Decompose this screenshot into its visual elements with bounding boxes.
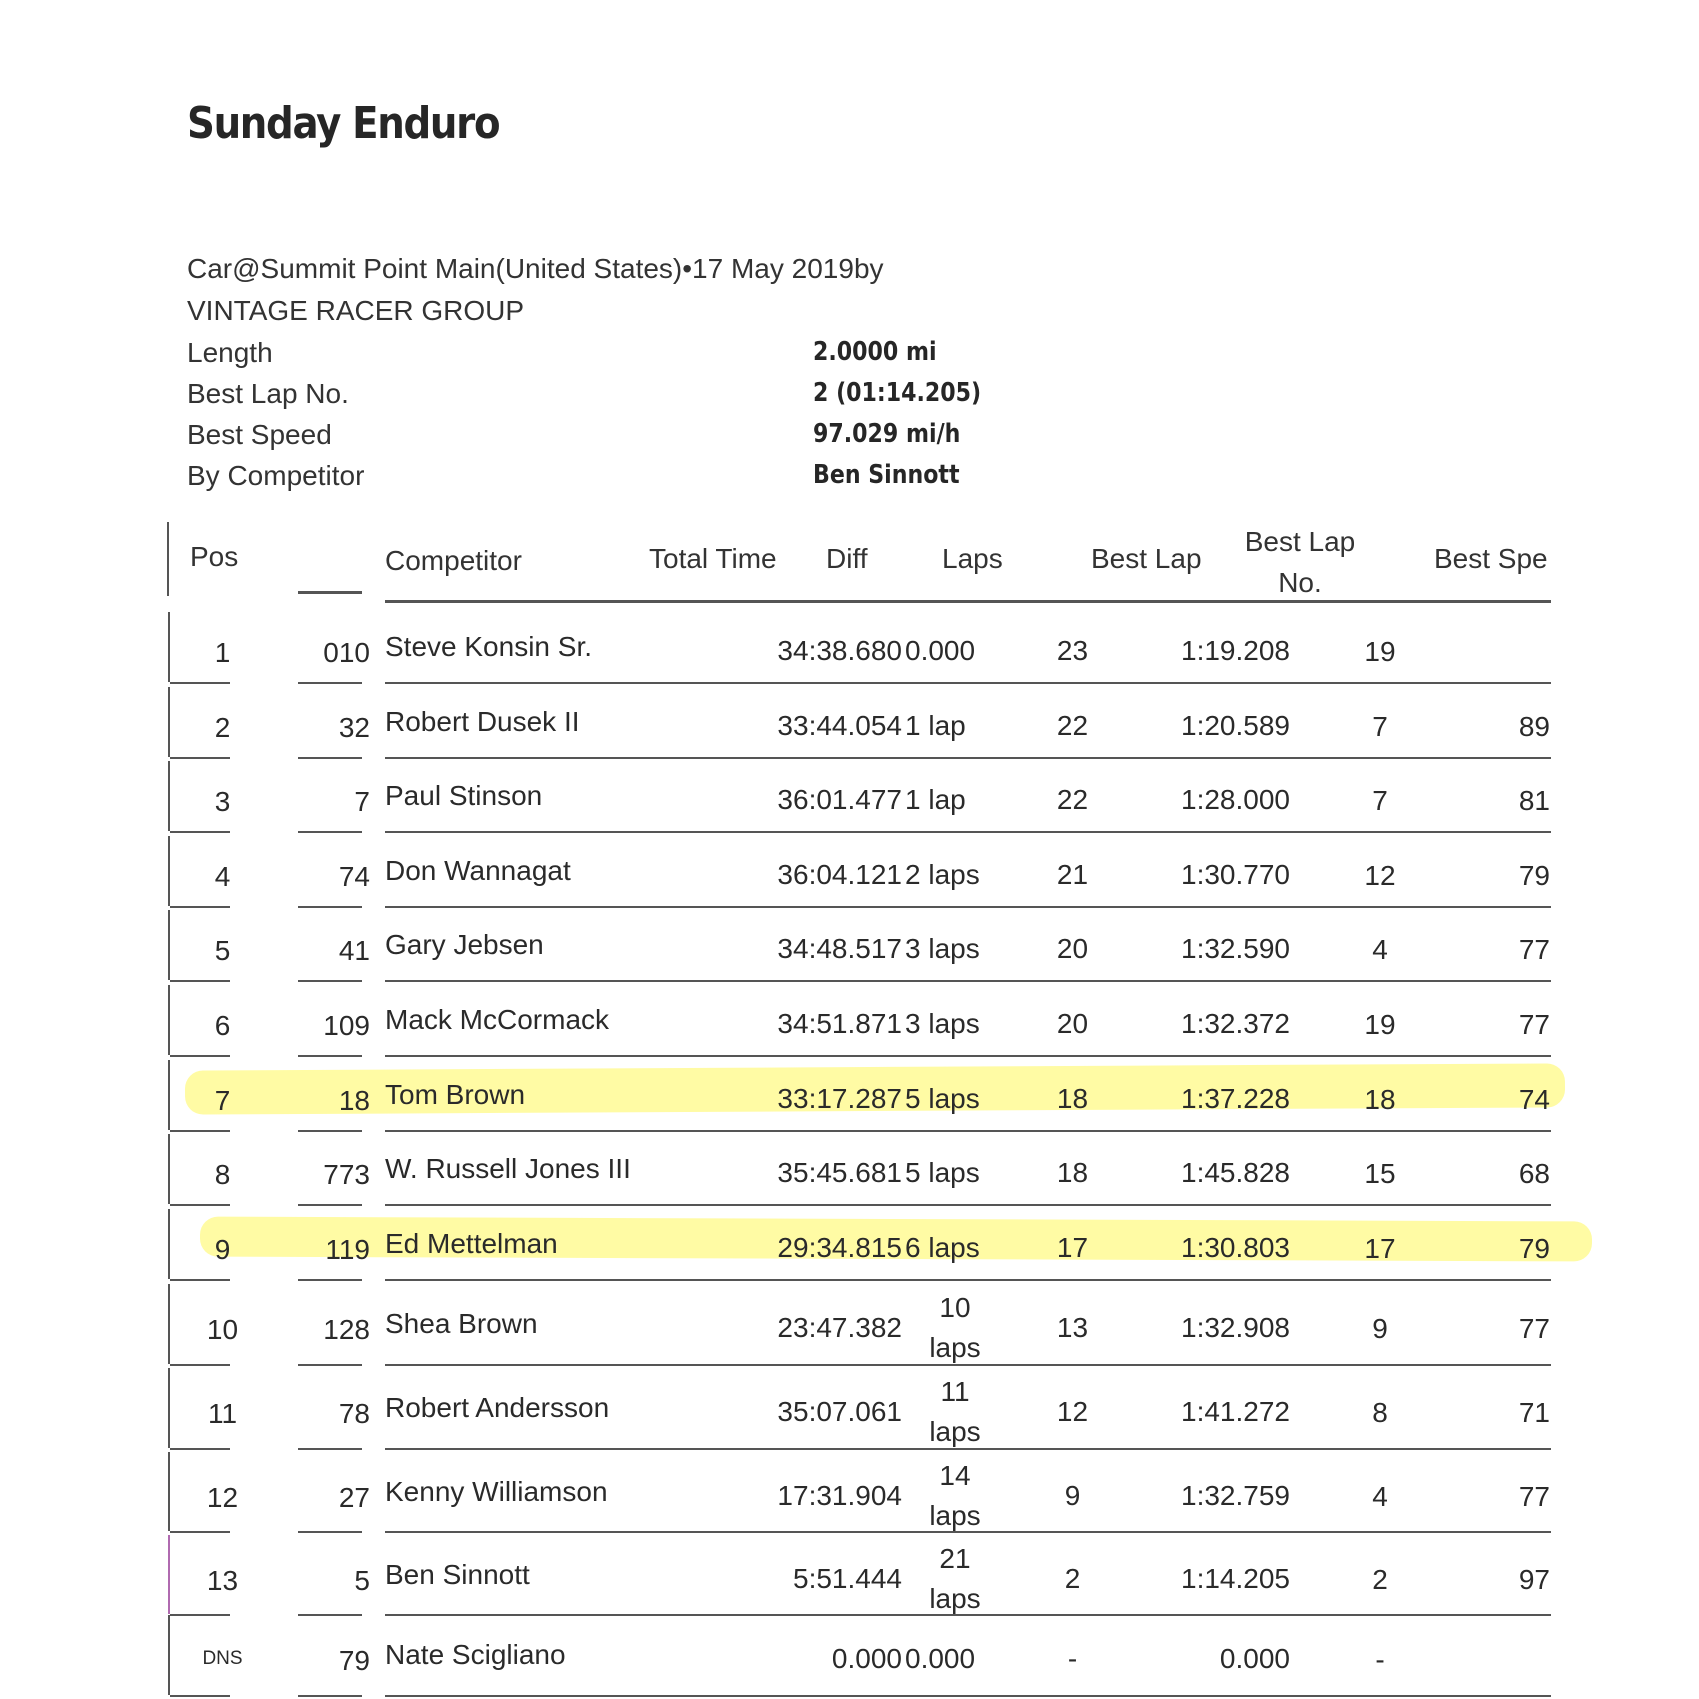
row-rule-main: [385, 682, 1551, 684]
row-left-bar: [168, 836, 170, 906]
table-row: [0, 612, 1699, 686]
cell-best-speed: 77: [1518, 1313, 1550, 1344]
cell-laps: 18: [1056, 1157, 1089, 1188]
cell-best-lap-no: 18: [1364, 1084, 1396, 1115]
row-left-bar: [168, 1615, 170, 1695]
cell-best-speed: 81: [1518, 785, 1550, 816]
cell-best-speed: 79: [1518, 860, 1550, 891]
cell-best-speed: 77: [1518, 1009, 1550, 1040]
cell-competitor: Don Wannagat: [385, 855, 571, 886]
cell-laps: 22: [1056, 784, 1089, 815]
row-rule-pos: [170, 1448, 230, 1450]
cell-laps: 2: [1064, 1563, 1081, 1594]
row-rule-main: [385, 757, 1551, 759]
header-rule: [385, 600, 1551, 603]
table-row: [0, 985, 1699, 1059]
cell-laps: -: [1067, 1643, 1078, 1674]
table-row: [0, 910, 1699, 984]
event-line-1: Car@Summit Point Main(United States)•17 May 2019by: [187, 253, 884, 284]
cell-laps: 23: [1056, 635, 1089, 666]
info-value-by-competitor: Ben Sinnott: [813, 460, 960, 490]
cell-best-lap-no: 19: [1364, 636, 1396, 667]
col-header-num-rule: [298, 591, 362, 594]
cell-laps: 17: [1056, 1232, 1089, 1263]
cell-best-lap-no: 4: [1372, 1481, 1388, 1512]
row-rule-pos: [170, 1204, 230, 1206]
col-header-best-lap: Best Lap: [1091, 543, 1202, 574]
cell-diff: 5 laps: [905, 1157, 980, 1188]
table-row: [0, 836, 1699, 910]
cell-pos: 6: [214, 1010, 231, 1041]
row-left-bar: [168, 1134, 170, 1204]
cell-total-time: 34:48.517: [777, 933, 902, 964]
col-header-total-time: Total Time: [649, 543, 777, 574]
info-value-best-lap-no: 2 (01:14.205): [813, 378, 982, 408]
table-row: [0, 1134, 1699, 1208]
cell-best-lap-no: 19: [1364, 1009, 1396, 1040]
cell-car-number: 79: [338, 1645, 370, 1676]
col-header-best-speed: Best Spe: [1434, 543, 1548, 574]
event-line-2: VINTAGE RACER GROUP: [187, 295, 525, 326]
cell-best-lap-no: -: [1375, 1644, 1385, 1675]
row-rule-main: [385, 1279, 1551, 1281]
row-rule-main: [385, 1695, 1551, 1697]
cell-best-speed: 71: [1518, 1397, 1550, 1428]
cell-total-time: 36:01.477: [777, 784, 902, 815]
cell-car-number: 27: [338, 1482, 370, 1513]
cell-best-lap-no: 8: [1372, 1397, 1388, 1428]
cell-best-lap: 1:45.828: [1181, 1157, 1290, 1188]
cell-best-speed: 79: [1518, 1233, 1550, 1264]
row-left-bar: [168, 687, 170, 757]
cell-total-time: 34:51.871: [777, 1008, 902, 1039]
col-header-best-lap-no: Best Lap No.: [1244, 526, 1356, 598]
cell-best-lap-no: 2: [1372, 1564, 1388, 1595]
cell-best-lap: 0.000: [1219, 1643, 1290, 1674]
row-rule-pos: [170, 1130, 230, 1132]
cell-competitor: Ed Mettelman: [385, 1228, 558, 1259]
cell-best-lap-no: 7: [1372, 785, 1388, 816]
table-row: [0, 1368, 1699, 1452]
cell-competitor: Tom Brown: [385, 1079, 526, 1110]
row-rule-number: [298, 1204, 362, 1206]
cell-competitor: Paul Stinson: [385, 780, 543, 811]
cell-total-time: 0.000: [831, 1643, 902, 1674]
cell-car-number: 109: [323, 1010, 370, 1041]
cell-best-lap: 1:32.908: [1181, 1312, 1290, 1343]
row-rule-pos: [170, 1279, 230, 1281]
row-left-bar: [168, 761, 170, 831]
row-rule-number: [298, 757, 362, 759]
row-rule-number: [298, 1055, 362, 1057]
cell-laps: 12: [1056, 1396, 1089, 1427]
table-row: [0, 1535, 1699, 1618]
cell-diff: 3 laps: [905, 933, 980, 964]
cell-diff: 10 laps: [929, 1292, 981, 1363]
row-rule-number: [298, 682, 362, 684]
cell-diff: 1 lap: [905, 710, 966, 741]
cell-best-lap: 1:30.803: [1181, 1232, 1290, 1263]
col-header-competitor: Competitor: [385, 545, 522, 576]
row-rule-number: [298, 1448, 362, 1450]
cell-laps: 20: [1056, 933, 1089, 964]
cell-total-time: 35:45.681: [777, 1157, 902, 1188]
cell-pos: 7: [214, 1085, 231, 1116]
cell-competitor: W. Russell Jones III: [385, 1153, 631, 1184]
cell-best-lap-no: 15: [1364, 1158, 1396, 1189]
cell-diff: 0.000: [905, 1643, 976, 1674]
cell-laps: 13: [1056, 1312, 1089, 1343]
cell-pos: 11: [207, 1398, 238, 1429]
cell-best-lap: 1:14.205: [1181, 1563, 1290, 1594]
row-left-bar: [168, 1209, 170, 1279]
col-header-laps: Laps: [942, 543, 1003, 574]
cell-total-time: 34:38.680: [777, 635, 902, 666]
row-rule-pos: [170, 1531, 230, 1533]
cell-total-time: 33:44.054: [777, 710, 902, 741]
row-rule-number: [298, 1531, 362, 1533]
cell-total-time: 33:17.287: [777, 1083, 902, 1114]
row-rule-pos: [170, 757, 230, 759]
table-row: [0, 1209, 1699, 1283]
cell-car-number: 74: [338, 861, 370, 892]
cell-competitor: Mack McCormack: [385, 1004, 610, 1035]
row-rule-main: [385, 1130, 1551, 1132]
cell-competitor: Steve Konsin Sr.: [385, 631, 593, 662]
cell-best-lap-no: 12: [1364, 860, 1396, 891]
cell-competitor: Robert Andersson: [385, 1392, 610, 1423]
cell-competitor: Kenny Williamson: [385, 1476, 608, 1507]
cell-total-time: 36:04.121: [777, 859, 902, 890]
cell-best-lap: 1:28.000: [1181, 784, 1290, 815]
row-rule-pos: [170, 831, 230, 833]
cell-total-time: 35:07.061: [777, 1396, 902, 1427]
cell-best-lap-no: 4: [1372, 934, 1388, 965]
row-rule-pos: [170, 906, 230, 908]
cell-car-number: 7: [354, 786, 370, 817]
row-rule-number: [298, 1695, 362, 1697]
row-rule-main: [385, 1204, 1551, 1206]
cell-laps: 9: [1064, 1480, 1081, 1511]
cell-car-number: 78: [338, 1398, 370, 1429]
cell-laps: 18: [1056, 1083, 1089, 1114]
table-row: [0, 761, 1699, 835]
cell-pos: 2: [214, 712, 231, 743]
cell-car-number: 41: [338, 935, 370, 966]
cell-competitor: Robert Dusek II: [385, 706, 580, 737]
cell-best-lap-no: 9: [1372, 1313, 1388, 1344]
row-rule-main: [385, 831, 1551, 833]
cell-car-number: 128: [323, 1314, 370, 1345]
row-rule-main: [385, 1055, 1551, 1057]
info-value-best-speed: 97.029 mi/h: [813, 419, 961, 449]
cell-diff: 14 laps: [929, 1460, 981, 1531]
cell-car-number: 010: [323, 637, 370, 668]
row-rule-main: [385, 980, 1551, 982]
cell-diff: 5 laps: [905, 1083, 980, 1114]
cell-pos: 8: [214, 1159, 231, 1190]
info-value-length: 2.0000 mi: [813, 337, 937, 367]
row-rule-main: [385, 1364, 1551, 1366]
cell-diff: 1 lap: [905, 784, 966, 815]
info-label-best-lap-no: Best Lap No.: [187, 378, 349, 409]
cell-competitor: Shea Brown: [385, 1308, 538, 1339]
cell-best-lap: 1:20.589: [1181, 710, 1290, 741]
cell-best-speed: 74: [1518, 1084, 1550, 1115]
cell-diff: 21 laps: [929, 1543, 981, 1614]
row-left-bar: [168, 1060, 170, 1130]
row-left-bar: [168, 985, 170, 1055]
table-row: [0, 687, 1699, 761]
cell-diff: 11 laps: [929, 1376, 981, 1447]
row-rule-pos: [170, 1695, 230, 1697]
cell-car-number: 5: [354, 1565, 370, 1596]
cell-pos: 3: [214, 786, 231, 817]
info-label-by-competitor: By Competitor: [187, 460, 365, 491]
cell-laps: 22: [1056, 710, 1089, 741]
cell-pos: 9: [214, 1234, 231, 1265]
cell-diff: 0.000: [905, 635, 976, 666]
row-rule-number: [298, 1130, 362, 1132]
cell-car-number: 119: [325, 1234, 370, 1265]
cell-total-time: 17:31.904: [777, 1480, 902, 1511]
cell-best-lap: 1:32.590: [1181, 933, 1290, 964]
cell-diff: 6 laps: [905, 1232, 980, 1263]
cell-competitor: Ben Sinnott: [385, 1559, 530, 1590]
cell-best-speed: 77: [1518, 934, 1550, 965]
cell-diff: 3 laps: [905, 1008, 980, 1039]
page-title: Sunday Enduro: [187, 98, 500, 149]
cell-best-speed: 89: [1518, 711, 1550, 742]
cell-best-lap: 1:19.208: [1181, 635, 1290, 666]
cell-competitor: Gary Jebsen: [385, 929, 544, 960]
table-row: [0, 1615, 1699, 1699]
cell-pos: 10: [206, 1314, 239, 1345]
row-left-bar: [168, 910, 170, 980]
row-rule-pos: [170, 682, 230, 684]
cell-best-lap-no: 7: [1372, 711, 1388, 742]
row-left-bar: [168, 1284, 170, 1364]
col-header-diff: Diff: [826, 543, 868, 574]
cell-best-lap: 1:37.228: [1181, 1083, 1290, 1114]
cell-best-lap: 1:30.770: [1181, 859, 1290, 890]
cell-competitor: Nate Scigliano: [385, 1639, 566, 1670]
row-left-bar: [168, 1535, 170, 1614]
col-header-pos: Pos: [190, 541, 239, 572]
row-rule-number: [298, 906, 362, 908]
table-row: [0, 1060, 1699, 1134]
row-rule-number: [298, 831, 362, 833]
cell-pos: 12: [206, 1482, 239, 1513]
info-label-length: Length: [187, 337, 273, 368]
row-rule-main: [385, 1448, 1551, 1450]
cell-pos: 4: [214, 861, 231, 892]
row-rule-number: [298, 1364, 362, 1366]
row-rule-main: [385, 906, 1551, 908]
cell-best-lap: 1:32.759: [1181, 1480, 1290, 1511]
row-rule-number: [298, 1279, 362, 1281]
cell-best-lap: 1:41.272: [1181, 1396, 1290, 1427]
table-row: [0, 1452, 1699, 1535]
row-left-bar: [168, 1368, 170, 1448]
cell-pos: 5: [214, 935, 231, 966]
cell-car-number: 32: [338, 712, 370, 743]
info-label-best-speed: Best Speed: [187, 419, 332, 450]
cell-best-speed: 68: [1518, 1158, 1550, 1189]
cell-diff: 2 laps: [905, 859, 980, 890]
row-rule-number: [298, 980, 362, 982]
cell-total-time: 23:47.382: [777, 1312, 902, 1343]
row-rule-main: [385, 1531, 1551, 1533]
row-left-bar: [168, 1452, 170, 1531]
cell-best-lap-no: 17: [1364, 1233, 1396, 1264]
table-row: [0, 1284, 1699, 1368]
cell-pos: 1: [214, 637, 231, 668]
cell-laps: 20: [1056, 1008, 1089, 1039]
row-left-bar: [168, 612, 170, 682]
page-edge-clip: [1551, 530, 1699, 590]
cell-total-time: 5:51.444: [793, 1563, 902, 1594]
row-rule-pos: [170, 1364, 230, 1366]
cell-best-speed: 77: [1518, 1481, 1550, 1512]
cell-car-number: 773: [323, 1159, 370, 1190]
cell-car-number: 18: [338, 1085, 370, 1116]
cell-best-lap: 1:32.372: [1181, 1008, 1290, 1039]
cell-best-speed: 97: [1518, 1564, 1550, 1595]
cell-pos: DNS: [202, 1648, 243, 1669]
cell-pos: 13: [206, 1565, 239, 1596]
row-rule-pos: [170, 1055, 230, 1057]
cell-total-time: 29:34.815: [777, 1232, 902, 1263]
header-left-bar: [167, 522, 169, 596]
row-rule-pos: [170, 980, 230, 982]
cell-laps: 21: [1056, 859, 1089, 890]
